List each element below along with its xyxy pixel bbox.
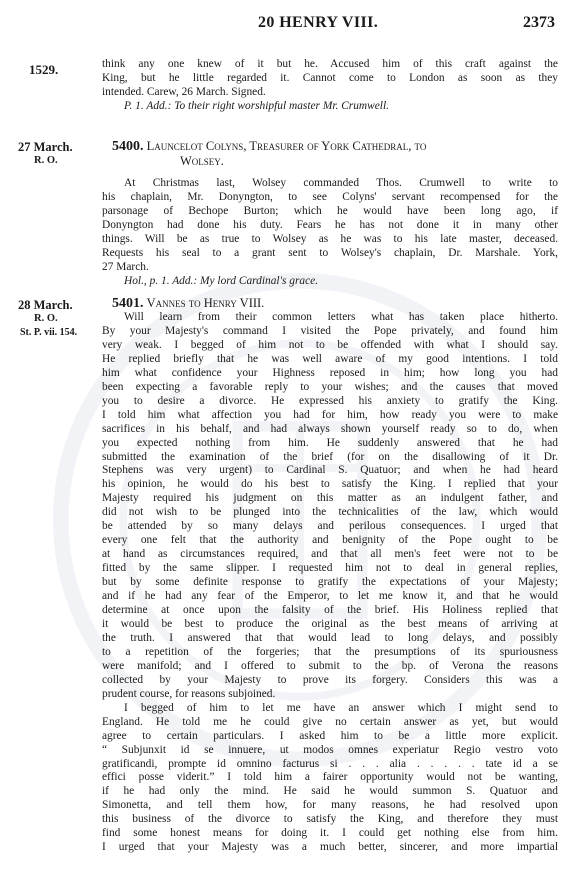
text-line: and if he had any fear of the Emperor, to let me know it, and that he would — [102, 590, 558, 603]
entry-heading — [102, 296, 558, 311]
text-line: if he had only the mind. He said he would summon S. Quatuor and — [102, 785, 558, 798]
text-line: did not wish to be plunged into the technicalities of the law, which would — [102, 506, 558, 519]
text-line: be attended by so many delays and perilous consequences. I urged that — [102, 520, 558, 533]
text-line: collected by your Majesty to prove its forgery. Considers this was a — [102, 673, 558, 686]
text-line: you to desire a divorce. He expressed his anxiety to gratify the King. — [102, 394, 558, 407]
text-line: He replied briefly that he was well aware of my good intentions. I told — [102, 352, 558, 365]
entry-5400 — [102, 139, 558, 289]
document-meta: P. 1. Add.: To their right worshipful master Mr. Crumwell. — [124, 99, 389, 112]
text-line: prudent course, for reasons subjoined. — [102, 687, 276, 700]
entry-source-ref-2: St. P. vii. 154. — [20, 327, 78, 338]
paragraph-2 — [102, 702, 558, 855]
text-line: submitted the examination of the brief (for on the disallowing of it Dr. — [102, 450, 558, 463]
text-line: I told him what affection you had for him, how ready you were to make — [102, 408, 558, 421]
continuation-block — [102, 58, 558, 114]
text-line: 27 March. — [102, 260, 149, 273]
entry-5401 — [102, 296, 558, 855]
entry-number: 5401. — [112, 296, 144, 311]
text-line: Majesty required his judgment on this matter as an indulgent father, and — [102, 492, 558, 505]
text-line: the truth. I answered that that would lead to long delays, and possibly — [102, 631, 558, 644]
text-line: gratificandi, prompte id omnino facturus si . . . alia . . . . . tate id a se — [102, 757, 558, 770]
text-line: Stephens was very urgent) to Cardinal S. Quatuor; and when he had heard — [102, 464, 558, 477]
text-line: intended. Carew, 26 March. Signed. — [102, 85, 266, 98]
text-line: very weak. I begged of him not to be offended with what I should say. — [102, 338, 558, 351]
text-line: I urged that your Majesty was a much better, sincerer, and more impartial — [102, 841, 558, 854]
entry-5400-margin — [18, 140, 92, 168]
text-line: at hand as circumstances required, and that all men's feet were not to be — [102, 548, 558, 561]
text-line: At Christmas last, Wolsey commanded Thos. Crumwell to write to — [124, 177, 558, 189]
text-line: England. He told me he could give no certain answer as yet, but would — [102, 715, 558, 728]
text-line: you expected nothing from him. He suddenly answered that he had — [102, 436, 558, 449]
entry-heading-line1: Launcelot Colyns, Treasurer of York Cathedral, to — [146, 139, 427, 153]
text-line: parsonage of Bechope Burton; which he would have been long ago, if — [102, 204, 558, 217]
entry-number: 5400. — [112, 139, 144, 154]
text-line: been expecting a favorable reply to your wishes; and the causes that moved — [102, 380, 558, 393]
entry-heading-line2: Wolsey. — [180, 154, 224, 168]
text-line: were manifold; and I offered to submit to the bp. of Verona the reasons — [102, 659, 558, 672]
text-line: King, but he little regarded it. Cannot come to London as soon as they — [102, 71, 558, 84]
document-meta: Hol., p. 1. Add.: My lord Cardinal's grace. — [124, 274, 319, 287]
entry-date: 27 March. — [18, 140, 73, 154]
text-line: By your Majesty's command I visited the Pope privately, and found him — [102, 324, 558, 337]
running-header-title: 20 HENRY VIII. — [258, 14, 379, 31]
text-line: it would be best to produce the original as the best means of arriving at — [102, 617, 558, 630]
text-line: I begged of him to let me have an answer which I might send to — [124, 701, 558, 714]
text-line: to a repetition of the forgeries; that the presumptions of its spuriousness — [102, 645, 558, 658]
text-line: his opinion, he would do his best to satisfy the King. I replied that your — [102, 478, 558, 491]
text-line: but by some definite response to gratify the expectations of your Majesty; — [102, 576, 558, 589]
text-line: sacrifices in his behalf, and had always shown yourself ready so to do, when — [102, 422, 558, 435]
text-line: this business of the divorce to satisfy the King, and therefore they must — [102, 813, 558, 826]
text-line: determine at once upon the falsity of the brief. His Holiness replied that — [102, 604, 558, 617]
text-line: effici posse viderit.” I told him a fairer opportunity would not be wanting, — [102, 771, 558, 784]
text-line: him what confidence your Highness reposed in him; how long you had — [102, 366, 558, 379]
page-number: 2373 — [523, 14, 555, 31]
text-line: Requests his seal to a grant sent to Wolsey's chaplain, Dr. Marshale. York, — [102, 246, 558, 259]
year-label: 1529. — [29, 62, 59, 77]
text-line: fitted by the same slipper. I requested him not to deal in general replies, — [102, 562, 558, 575]
text-line: Will learn from their common letters what has taken place hitherto. — [124, 311, 558, 323]
text-line: agree to certain particulars. I asked him to be a little more explicit. — [102, 729, 558, 742]
text-line: find some honest means for doing it. I could get nothing else from him. — [102, 827, 558, 840]
entry-heading — [102, 139, 558, 154]
paragraph-1 — [102, 311, 558, 702]
text-line: every one felt that the authority and benignity of the Pope ought to be — [102, 534, 558, 547]
entry-source-ref: R. O. — [34, 155, 58, 166]
text-line: things. Will be as true to Wolsey as he was to his late master, deceased. — [102, 232, 558, 245]
entry-heading-text: Vannes to Henry VIII. — [146, 296, 265, 310]
entry-source-ref: R. O. — [34, 313, 58, 324]
text-line: Donyngton had done his duty. Fears he has not done it in many other — [102, 218, 558, 231]
entry-date: 28 March. — [18, 298, 73, 312]
text-line: “ Subjunxit id se innuere, ut modos omnes experiatur Regio vestro voto — [102, 743, 558, 756]
text-line: Simonetta, and tell them how, for many reasons, he had resolved upon — [102, 799, 558, 812]
text-line: his chaplain, Mr. Donyngton, to see Colyns' servant recompensed for the — [102, 190, 558, 203]
text-line: think any one knew of it but he. Accused him of this craft against the — [102, 58, 558, 70]
entry-5401-margin — [18, 298, 92, 340]
